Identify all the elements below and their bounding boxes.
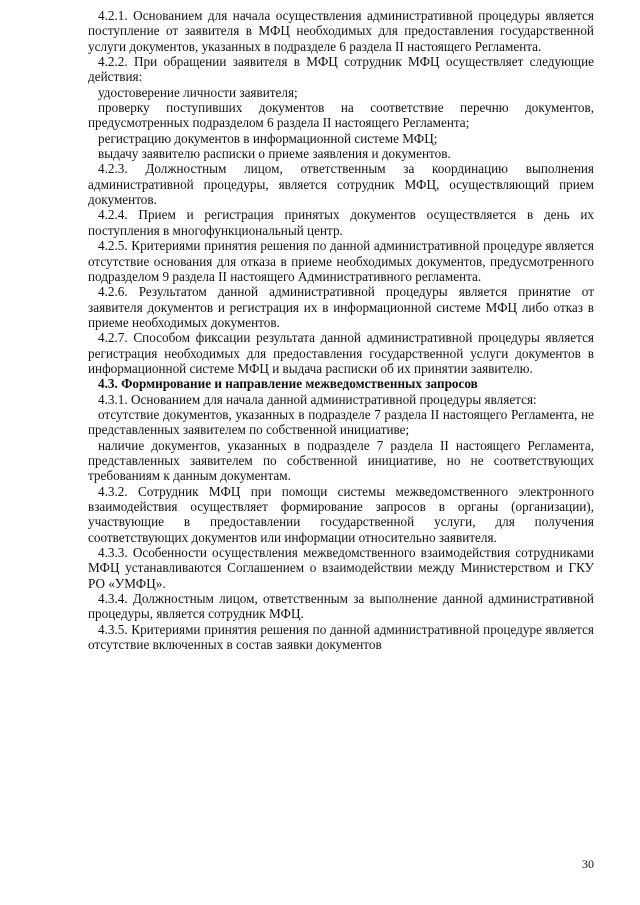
paragraph: наличие документов, указанных в подразделе 7 раздела II настоящего Регламента, представленных заявителем по собственной инициативе, но не соответствующих требованиям к данным документам. [88,437,594,484]
section-heading: 4.3. Формирование и направление межведомственных запросов [98,376,478,392]
page-number: 30 [582,857,594,871]
paragraph: 4.3.4. Должностным лицом, ответственным за выполнение данной административной процедуры, является сотрудник МФЦ. [88,591,594,622]
paragraph: проверку поступивших документов на соответствие перечню документов, предусмотренных подразделом 6 раздела II настоящего Регламента; [88,100,594,131]
document-body [88,8,594,652]
paragraph: 4.3.3. Особенности осуществления межведомственного взаимодействия сотрудниками МФЦ устанавливаются Соглашением о взаимодействии между Министерством и ГКУ РО «УМФЦ». [88,545,594,591]
paragraph: выдачу заявителю расписки о приеме заявления и документов. [98,146,451,162]
paragraph: 4.2.5. Критериями принятия решения по данной административной процедуре является отсутствие основания для отказа в приеме необходимых документов, предусмотренного подразделом 9 раздела II настоящего Административного регламента. [88,238,594,284]
paragraph: 4.3.5. Критериями принятия решения по данной административной процедуре является отсутствие включенных в состав заявки документов [88,621,594,653]
paragraph: 4.2.6. Результатом данной административной процедуры является принятие от заявителя документов и регистрация их в информационной системе МФЦ либо отказ в приеме необходимых документов. [88,284,594,330]
paragraph: 4.2.4. Прием и регистрация принятых документов осуществляется в день их поступления в многофункциональный центр. [88,207,594,238]
paragraph: 4.2.3. Должностным лицом, ответственным за координацию выполнения административной процедуры, является сотрудник МФЦ, осуществляющий прием документов. [88,161,594,208]
paragraph: удостоверение личности заявителя; [98,84,298,100]
paragraph: 4.3.2. Сотрудник МФЦ при помощи системы межведомственного электронного взаимодействия осуществляет формирование запросов в органы (организации), участвующие в предоставлении государственной услуги, для получения соответствующих документов или информации относительно заявителя. [88,483,594,545]
paragraph: 4.2.1. Основанием для начала осуществления административной процедуры является поступление от заявителя в МФЦ необходимых для предоставления государственной услуги документов, указанных в подразделе 6 раздела II настоящего Регламента. [88,8,594,54]
paragraph: 4.3.1. Основанием для начала данной административной процедуры является: [98,391,537,407]
paragraph: 4.2.2. При обращении заявителя в МФЦ сотрудник МФЦ осуществляет следующие действия: [88,54,594,85]
paragraph: регистрацию документов в информационной системе МФЦ; [98,130,438,146]
paragraph: отсутствие документов, указанных в подразделе 7 раздела II настоящего Регламента, не представленных заявителем по собственной инициативе; [88,406,594,438]
paragraph: 4.2.7. Способом фиксации результата данной административной процедуры является регистрация необходимых для предоставления государственной услуги документов в информационной системе МФЦ и выдача расписки об их принятии заявителю. [88,330,594,376]
